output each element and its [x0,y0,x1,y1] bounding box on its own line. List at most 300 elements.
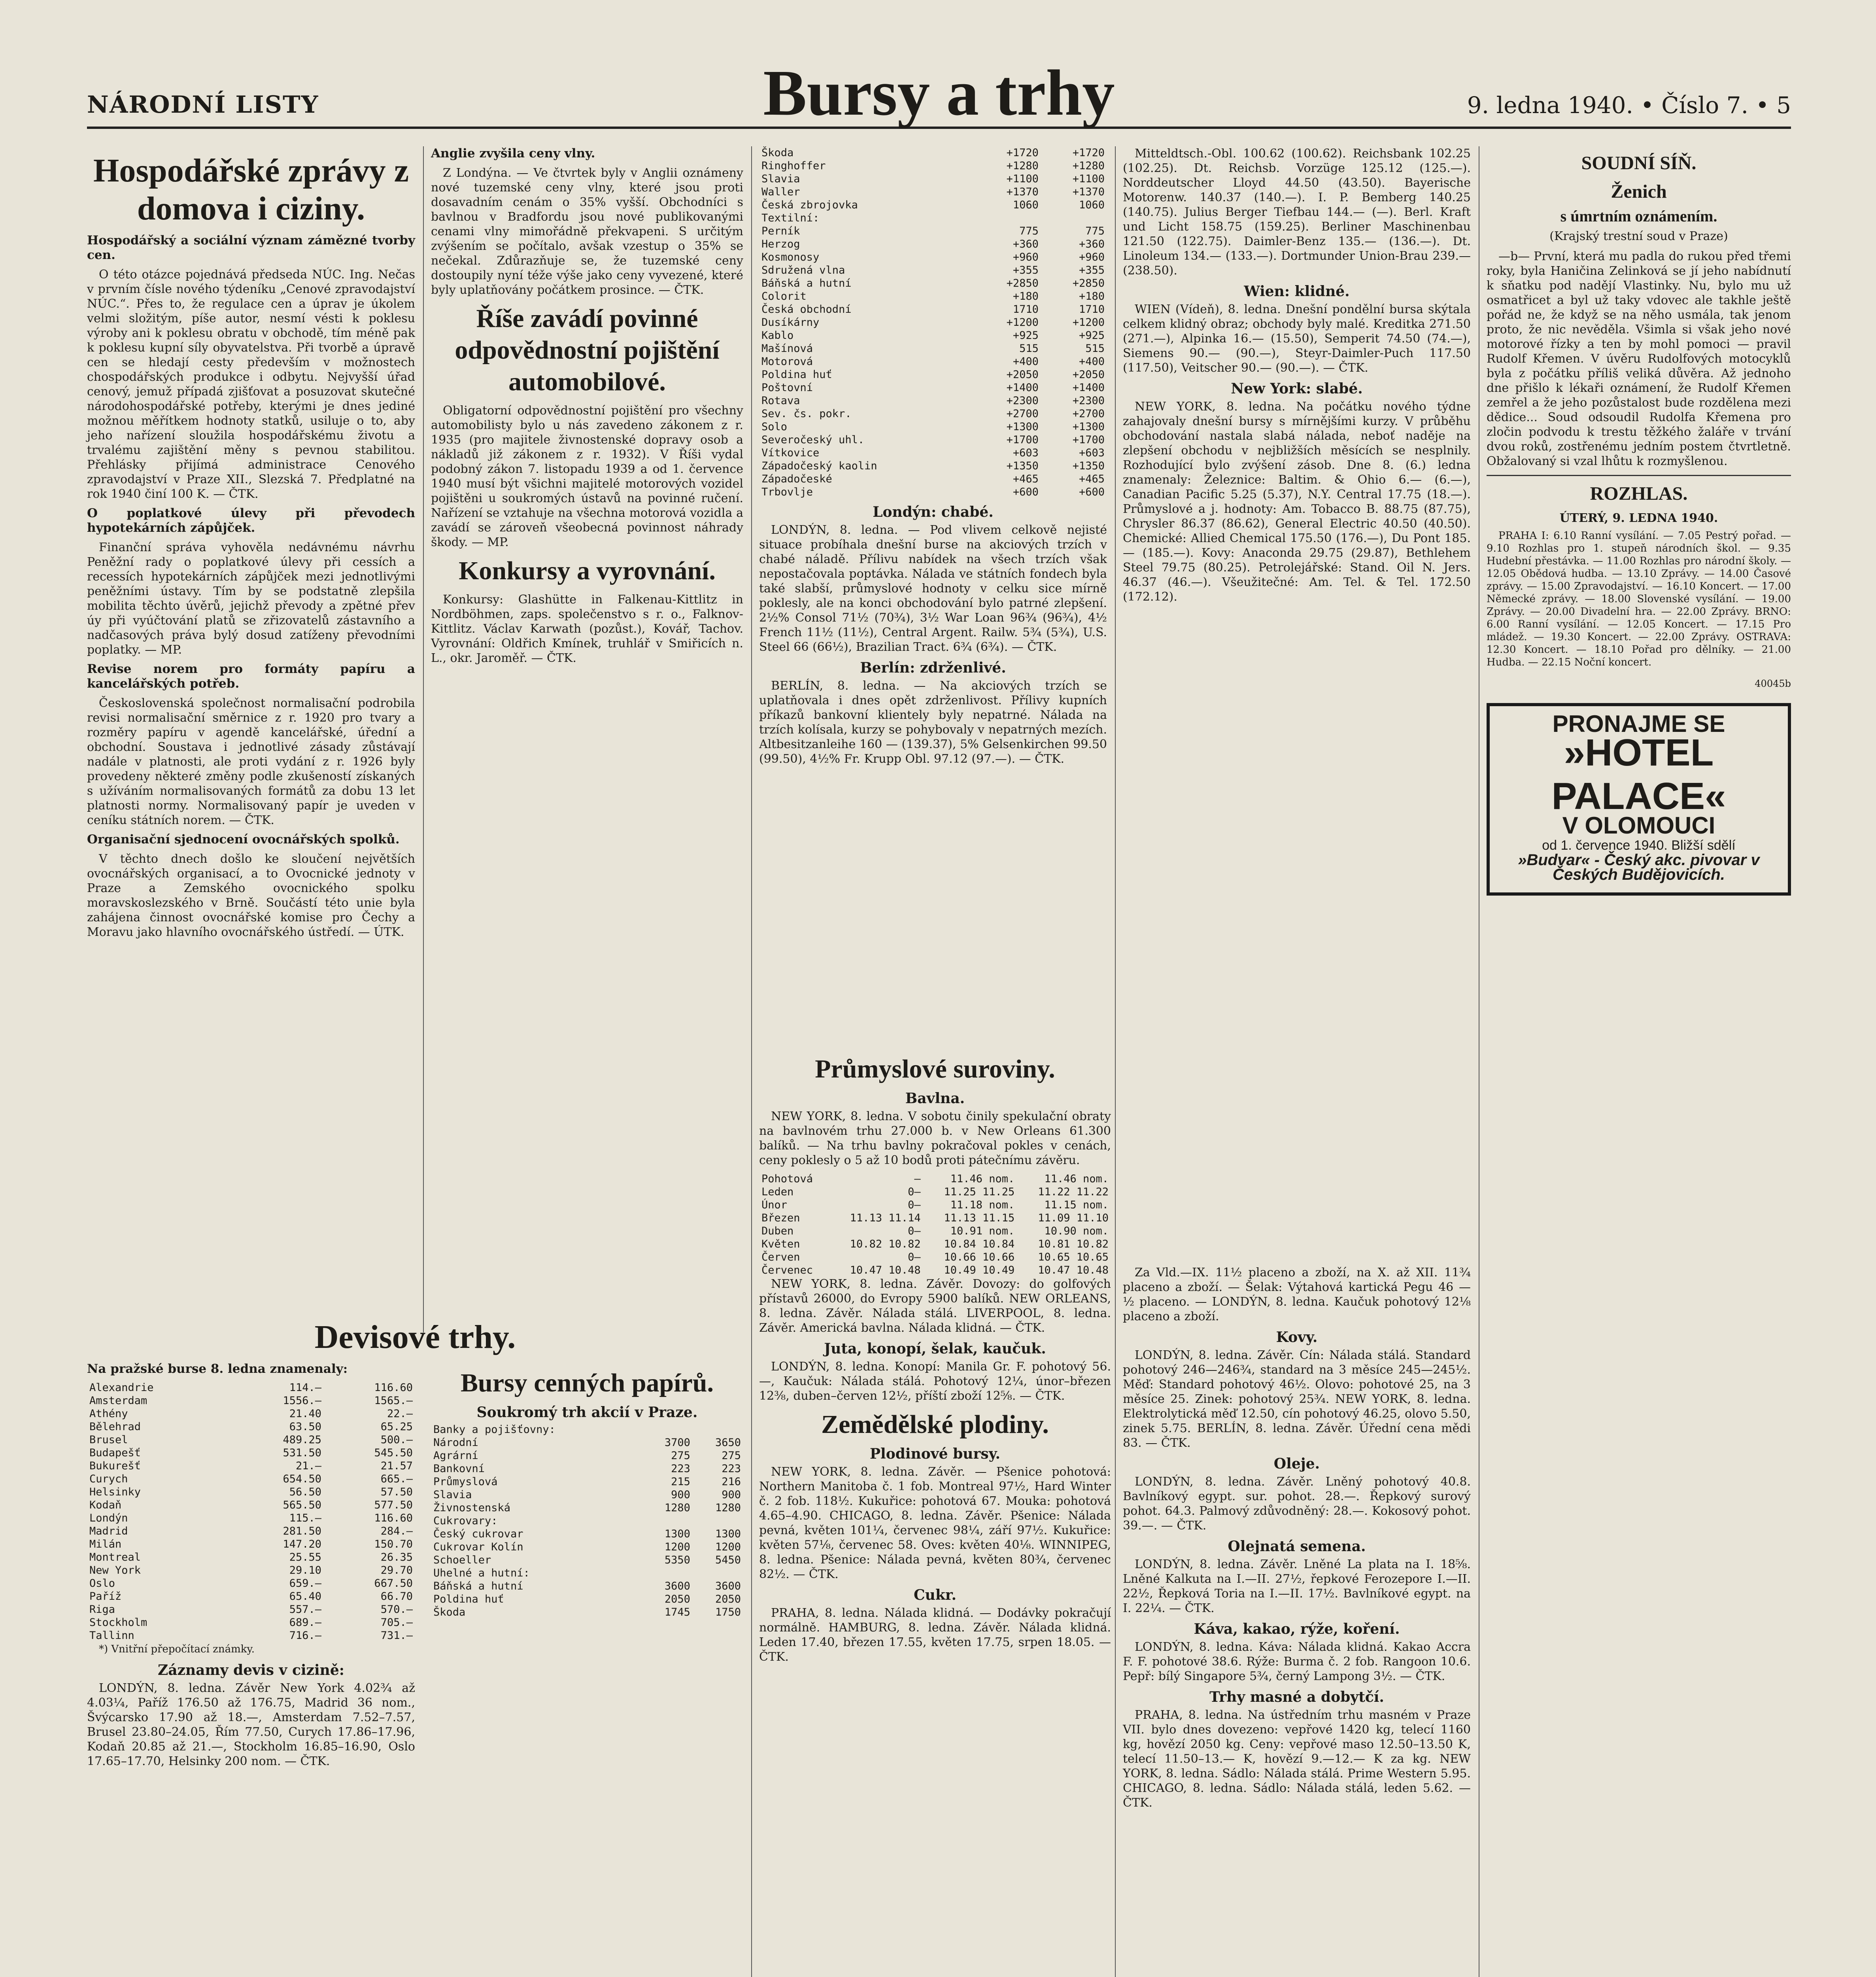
berlin-title: Berlín: zdrženlivé. [860,660,1006,676]
bavlna-title: Bavlna. [905,1090,965,1107]
akcie-row-cell: +2050 [1072,369,1105,381]
column-1 [87,146,415,944]
devisy-row [87,1420,415,1433]
bursy-row-cell: Schoeller [433,1554,491,1566]
devisy-row-cell: 26.35 [380,1551,413,1563]
devisy-row-cell: Paříž [89,1590,122,1603]
devisy-row [87,1538,415,1551]
devisy-row-cell: Budapešť [89,1447,141,1459]
rozhlas-body: PRAHA I: 6.10 Ranní vysílání. — 7.05 Pestrý pořad. — 9.10 Rozhlas pro 1. stupeň národních škol. — 9.35 Hudební přestávka. — 11.00 Rozhlas pro národní školy. — 12.05 Obědová hudba. — 13.10 Zprávy. — 14.00 Časové zprávy. — 15.00 Zpravodajství. — 16.10 Koncert. — 17.00 Německé zprávy. — 18.00 Slovenské vysílání. — 19.00 Zprávy. — 20.00 Divadelní hra. — 22.00 Zprávy. BRNO: 6.00 Ranní vysílání. — 12.05 Koncert. — 17.15 Pro mládež. — 19.30 Koncert. — 22.00 Zprávy. OSTRAVA: 12.30 Koncert. — 18.10 Pořad pro dělníky. — 21.00 Hudba. — 22.15 Noční koncert. [1487,530,1791,668]
devisy-row-cell: Riga [89,1603,115,1616]
devisy-row-cell: 116.60 [374,1382,413,1394]
akcie-row-cell: Ringhoffer [761,160,826,172]
akcie-row-cell: Textilní: [761,212,820,224]
article-title: Hospodářský a sociální význam zámězné tvorby cen. [87,233,415,262]
akcie-row-cell: +1400 [1072,382,1105,394]
devisy-row-cell: 654.50 [283,1473,322,1485]
akcie-row-cell: Kablo [761,329,794,342]
suroviny-section [759,1048,1111,1669]
akcie-row [759,342,1107,355]
akcie-row-cell: +355 [1079,264,1105,276]
bursy-row-cell: 1745 [664,1606,690,1618]
bursy-row-cell: Banky a pojišťovny: [433,1423,555,1436]
akcie-row-cell: +360 [1013,238,1039,250]
devisy-row-cell: Milán [89,1538,122,1550]
bursy-row-cell: 1280 [664,1502,690,1514]
devisy-row-cell: 21.— [295,1460,322,1472]
bursy-row-cell [642,1514,693,1527]
devisy-row-cell: 557.— [289,1603,322,1616]
akcie-row [759,329,1107,342]
column-2 [431,146,743,670]
cotton-row [759,1264,1111,1277]
devisy-row-cell: 25.55 [289,1551,322,1563]
akcie-row [759,212,1107,225]
akcie-row-cell: +1200 [1072,316,1105,329]
bursy-row-cell: Poldina huť [433,1593,504,1605]
akcie-row-cell: 515 [1019,342,1039,355]
column-4 [1123,146,1471,609]
soudni-heading: SOUDNÍ SÍŇ. [1581,153,1697,174]
devisy-row-cell: 115.— [289,1512,322,1524]
cotton-row-cell: 10.65 10.65 [1038,1251,1109,1263]
cotton-row-cell: Pohotová [761,1173,813,1185]
cotton-row [759,1198,1111,1212]
akcie-row [759,277,1107,290]
cotton-row-cell: 11.13 11.14 [850,1212,921,1224]
bursy-row [431,1488,743,1501]
akcie-row-cell: +1720 [1006,147,1039,159]
akcie-row-cell: Sdružená vlna [761,264,845,276]
bursy-row-cell: 275 [671,1450,690,1462]
devisy-row-cell: 281.50 [283,1525,322,1537]
bursy-row [431,1580,743,1593]
akcie-row-cell: 775 [1085,225,1105,237]
cotton-row [759,1238,1111,1251]
akcie-row-cell: Colorit [761,290,807,302]
devisy-row [87,1551,415,1564]
devisy-row-cell: Oslo [89,1577,115,1590]
devisy-row-cell: Curych [89,1473,128,1485]
bursy-row-cell: 215 [671,1476,690,1488]
devisy-row-cell: Bělehrad [89,1421,141,1433]
akcie-row-cell: +1280 [1006,160,1039,172]
akcie-row-cell: +2700 [1072,408,1105,420]
akcie-row [759,486,1107,499]
devisy-row [87,1446,415,1459]
devisy-row-cell: 66.70 [380,1590,413,1603]
akcie-row-cell: 515 [1085,342,1105,355]
bursy-row-cell: Živnostenská [433,1502,511,1514]
bursy-table [431,1423,743,1619]
devisy-row [87,1394,415,1407]
akcie-row-cell: +603 [1013,447,1039,459]
devisy-row-cell: 21.57 [380,1460,413,1472]
cotton-row-cell: 10.47 10.48 [850,1264,921,1276]
devisy-row [87,1381,415,1394]
headline-hospodarske: Hospodářské zprávy z domova i ciziny. [93,152,409,227]
semena-title: Olejnatá semena. [1228,1538,1366,1555]
ccc-body: LONDÝN, 8. ledna. Závěr New York 4.02¾ až 4.03¼, Paříž 176.50 až 176.75, Madrid 36 nom., Švýcarsko 17.90 až 18.—, Amsterdam 7.52–7.57, Brusel 23.80–24.05, Řím 77.50, Curych 17.86–17.96, Kodaň 20.85 až 21.—, Stockholm 16.85–16.90, Oslo 17.65–17.70, Helsinky 200 nom. — ČTK. [87,1681,415,1768]
cotton-row-cell: 0— [908,1225,921,1237]
akcie-row-cell: Trbovlje [761,486,813,498]
bursy-row-cell: Národní [433,1436,478,1449]
cotton-row-cell: 10.49 10.49 [944,1264,1015,1276]
akcie-row-cell: +1350 [1006,460,1039,472]
article-title: O poplatkové úlevy při převodech hypotekárních zápůjček. [87,506,415,535]
cotton-row-cell: Březen [761,1212,800,1224]
bursy-row-cell: 275 [722,1450,741,1462]
devisy-note: Na pražské burse 8. ledna znamenaly: [87,1362,348,1376]
article-body: Za Vld.—IX. 11½ placeno a zboží, na X. až XII. 11¾ placeno a zboží. — Šelak: Výtahová kartická Pegu 46 — ½ placeno. — LONDÝN, 8. ledna. Kaučuk pohotový 12⅛ placeno a zboží. [1123,1266,1471,1323]
akcie-row-cell: 775 [1019,225,1039,237]
soudni-title-2: s úmrtním oznámením. [1560,207,1717,225]
akcie-row-cell: 1060 [1079,199,1105,211]
akcie-row [759,238,1107,251]
devisy-row [87,1564,415,1577]
ad-tag: 40045b [1755,678,1791,689]
akcie-row-cell: +960 [1013,251,1039,263]
bursy-row-cell [642,1567,693,1580]
akcie-row-cell: +2850 [1072,277,1105,289]
article-title: Anglie zvyšila ceny vlny. [431,146,595,161]
london-body: LONDÝN, 8. ledna. — Pod vlivem celkově nejisté situace probíhala dnešní burse na akciových trzích v chabé náladě. Přílivu nabídek na všech trzích však nepostačovala poptávka. Nálada ve státních fondech byla také slabší, průmyslové hodnoty v celku sice mírně poklesly, ale na konci obchodování bylo patrné zlepšení. 2½% Consol 71½ (70¾), 3½ War Loan 96¾ (96¾), 4½ French 11½ (11½), Central Argent. Railw. 5¾ (5¾), U.S. Steel 66 (66½), Brazilian Tract. 6¾ (6¾). — ČTK. [759,523,1107,654]
akcie-row-cell: +1100 [1072,173,1105,185]
akcie-row [759,303,1107,316]
akcie-row-cell: +1370 [1006,186,1039,198]
akcie-row-cell: 1710 [1013,303,1039,316]
akcie-row [759,225,1107,238]
bursy-row-cell: 2050 [664,1593,690,1605]
devisy-row-cell: 665.— [380,1473,413,1485]
bursy-row-cell: 223 [671,1463,690,1475]
akcie-table [759,146,1107,499]
ccc-title: Záznamy devis v cizině: [157,1662,345,1678]
bursy-row-cell [642,1423,693,1436]
akcie-row-cell: +925 [1013,329,1039,342]
bursy-row-cell: Český cukrovar [433,1528,523,1540]
bursy-row-cell: 223 [722,1463,741,1475]
article-title: Revise norem pro formáty papíru a kancelářských potřeb. [87,662,415,691]
article-body: V těchto dnech došlo ke sloučení největších ovocnářských organisací, a to Ovocnické jednoty v Praze a Zemského ovocnického spolku moravskoslezského v Brně. Součástí této unie byla zahájena činnost ovocnářské komise pro Čechy a Moravu jako hlavního ovocnářského ústředí. — ÚTK. [87,852,415,939]
bursy-row-cell: 3650 [715,1436,741,1449]
rozhlas-date: ÚTERÝ, 9. LEDNA 1940. [1559,511,1718,525]
soudni-title-3: (Krajský trestní soud v Praze) [1549,229,1728,243]
plodiny-body: NEW YORK, 8. ledna. Závěr. — Pšenice pohotová: Northern Manitoba č. 1 fob. Montreal 97½, Hard Winter č. 2 fob. 118½. Kukuřice: pohotová 67. Mouka: pohotová 4.65–4.90. CHICAGO, 8. ledna. Závěr. Pšenice: Nálada pevná, květen 101¼, červenec 98¼, září 97½. Kukuřice: květen 57⅛, červenec 58. Oves: květen 40⅛. WINNIPEG, 8. ledna. Pšenice: Nálada pevná, květen 80¾, červenec 82½. — ČTK. [759,1465,1111,1581]
bursy-row-cell: 900 [671,1489,690,1501]
devisy-row-cell: 147.20 [283,1538,322,1550]
bursy-row [431,1423,743,1436]
devisy-row [87,1486,415,1499]
devisy-row-cell: Brusel [89,1434,128,1446]
akcie-row-cell: 1710 [1079,303,1105,316]
ad-line-2: »HOTEL PALACE« [1551,731,1726,817]
akcie-row-cell: +603 [1079,447,1105,459]
bursy-row-cell: 1280 [715,1502,741,1514]
cotton-row [759,1185,1111,1198]
masthead [87,59,1791,129]
wien-body: WIEN (Vídeň), 8. ledna. Dnešní pondělní bursa skýtala celkem klidný obraz; obchody byly malé. Kreditka 271.50 (271.—), Alpinka 16.— (15.50), Semperit 74.50 (74.—), Siemens 90.— (90.—), Steyr-Daimler-Puch 117.50 (117.50), Veitscher 90.— (90.—). — ČTK. [1123,302,1471,375]
akcie-row-cell: Česká obchodní [761,303,852,316]
kovy-title: Kovy. [1276,1329,1318,1346]
akcie-row-cell: +1300 [1006,421,1039,433]
akcie-row-cell: +1200 [1006,316,1039,329]
bursy-row [431,1501,743,1514]
bursy-row [431,1514,743,1527]
akcie-row [759,420,1107,433]
akcie-row [759,407,1107,420]
devisy-row-cell: 716.— [289,1629,322,1642]
cotton-row-cell: 10.82 10.82 [850,1238,921,1250]
akcie-row-cell: +600 [1013,486,1039,498]
akcie-row-cell: +1350 [1072,460,1105,472]
devisy-row-cell: Montreal [89,1551,141,1563]
akcie-row-cell: +2050 [1006,369,1039,381]
bursy-row [431,1449,743,1462]
akcie-row-cell: Kosmonosy [761,251,820,263]
article-body: Finanční správa vyhověla nedávnému návrhu Peněžní rady o poplatkové úlevy při cessích a recessích hypotekárních zápůjček mezi jednotlivými peněžními ústavy. Tím by se podstatně zlepšila mobilita těchto úvěrů, jejichž převody a zpětné přev úy při vyúčtování platů se zřizovatelů zástavního a nadčasových práva bylý dosud zatíženy převodními poplatky. — MP. [87,541,415,657]
devisy-row-cell: Helsinky [89,1486,141,1498]
bavlna-body: NEW YORK, 8. ledna. V sobotu činily spekulační obraty na bavlnovém trhu 27.000 b. v New Orleans 61.300 balíků. — Na trhu bavlny pokračoval pokles v cenách, ceny poklesly o 5 až 10 bodů proti pátečnímu závěru. [759,1109,1111,1167]
ny-body: NEW YORK, 8. ledna. Na počátku nového týdne zahajovaly dnešní bursy s mírnějšími kurzy. V průběhu obchodování nastala slabá nálada, neboť naděje na zlepšení obchodu v nejbližších měsících se nesplnily. Rozhodující bylo zvýšení zásob. Dne 8. (6.) ledna znamenaly: Železnice: Baltim. & Ohio 6.— (6.—), Canadian Pacific 5.25 (5.37), N.Y. Central 17.75 (18.—). Průmyslové a j. hodnoty: Am. Tobacco B. 88.75 (87.75), Chrysler 86.37 (86.62), General Electric 40.50 (40.50). Chemické: Allied Chemical 175.50 (176.—), Du Pont 185.— (185.—). Kovy: Anaconda 29.75 (29.87), Bethlehem Steel 79.75 (80.25). Petrolejářské: Stand. Oil N. Jers. 46.37 (46.—). Všeužitečné: Am. Tel. & Tel. 172.50 (172.12). [1123,400,1471,604]
kava-body: LONDÝN, 8. ledna. Káva: Nálada klidná. Kakao Accra F. F. pohotové 38.6. Rýže: Burma č. 2 fob. Rangoon 10.6. Pepř: bílý Singapore 5¾, černý Lampong 3½. — ČTK. [1123,1640,1471,1683]
devisy-row [87,1577,415,1590]
devisy-row-cell: 56.50 [289,1486,322,1498]
bursy-row [431,1527,743,1540]
column-rule [423,146,424,1332]
akcie-row [759,264,1107,277]
bursy-row-cell [693,1423,743,1436]
devisy-row-cell: 29.70 [380,1564,413,1576]
bursy-row-cell: 1750 [715,1606,741,1618]
devisy-row-cell: 29.10 [289,1564,322,1576]
ad-line-3: V OLOMOUCI [1562,812,1715,839]
akcie-row-cell: Rotava [761,395,800,407]
devisy-row [87,1629,415,1642]
bursy-row-cell: Cukrovary: [433,1515,498,1527]
bursy-row [431,1540,743,1554]
akcie-row-cell: Vítkovice [761,447,820,459]
akcie-row-cell: +1100 [1006,173,1039,185]
ad-line-4: od 1. července 1940. Bližší sdělí [1542,838,1736,853]
devisy-row-cell: 65.40 [289,1590,322,1603]
akcie-row-cell: +400 [1013,355,1039,368]
cotton-row-cell: 11.46 nom. [1044,1173,1109,1185]
devisy-row [87,1499,415,1512]
akcie-row-cell: +1400 [1006,382,1039,394]
akcie-row-cell: +2300 [1006,395,1039,407]
bursy-row [431,1606,743,1619]
juta-body: LONDÝN, 8. ledna. Konopí: Manila Gr. F. pohotový 56.—, Kaučuk: Nálada stálá. Pohotový 12¼, únor–březen 12⅜, duben–červen 12½, příští zboží 12⅝. — ČTK. [759,1360,1111,1403]
akcie-row-cell: Sev. čs. pokr. [761,408,852,420]
bursy-row-cell: Uhelné a hutní: [433,1567,530,1579]
column-5 [1123,1265,1471,1815]
akcie-row [759,198,1107,212]
devisy-row-cell: 21.40 [289,1408,322,1420]
devisy-row-cell: 65.25 [380,1421,413,1433]
headline-konkursy: Konkursy a vyrovnání. [459,556,716,585]
akcie-row [759,185,1107,198]
column-rule [751,146,752,1977]
maso-body: PRAHA, 8. ledna. Na ústředním trhu masném v Praze VII. bylo dnes dovezeno: vepřové 1420 kg, telecí 1160 kg, hovězí 2050 kg. Ceny: vepřové maso 12.50–13.50 K, telecí 11.50–13.— K, hovězí 9.—12.— K za kg. NEW YORK, 8. ledna. Sádlo: Nálada stálá. Prime Western 5.95. CHICAGO, 8. ledna. Sádlo: Nálada stálá, leden 5.62. — ČTK. [1123,1708,1471,1810]
devisy-section [87,1313,743,1773]
bavlna-body-2: NEW YORK, 8. ledna. Závěr. Dovozy: do golfových přístavů 26000, do Evropy 5900 balíků. NEW ORLEANS, 8. ledna. Závěr. Nálada stálá. LIVERPOOL, 8. ledna. Závěr. Americká bavlna. Nálada klidná. — ČTK. [759,1277,1111,1335]
soudni-body: —b— První, která mu padla do rukou před třemi roky, byla Haničina Zelinková se jí jeho nabídnutí k sňatku pod nadějí Vlastinky. Nu, bylo mu už osmatřicet a byl už taky vdovec ale takhle ještě pořád ne, že když se na něho usmála, tak jenom proto, že nic nevěděla. Všimla si však jeho nové motorové řízky a ten by mohl pomoci — pravil Rudolf Křemen. V úvěru Rudolfových motocyklů byla z počátku příliš veliká důvěra. Až jednoho dne přišlo k lékaři oznámení, že Rudolf Křemen zemřel a že jeho pozůstalost bude rozdělena mezi dědice... Soud odsoudil Rudolfa Křemena pro zločin podvodu k trestu těžkého žaláře v trvání dvou roků, zostřenému jedním postem čtvrtletně. Obžalovaný si vzal lhůtu k rozmyšlenou. [1487,249,1791,468]
soudni-title-1: Ženich [1611,181,1667,202]
akcie-row [759,473,1107,486]
devisy-row [87,1603,415,1616]
cotton-row-cell: 11.22 11.22 [1038,1186,1109,1198]
paper-name: NÁRODNÍ LISTY [87,91,319,119]
cotton-row-cell: 10.81 10.82 [1038,1238,1109,1250]
akcie-row [759,251,1107,264]
akcie-row-cell: +2300 [1072,395,1105,407]
cotton-row-cell: 11.18 nom. [950,1199,1015,1211]
devisy-row-cell: 57.50 [380,1486,413,1498]
hotel-palace-ad [1487,703,1791,896]
london-title: Londýn: chabé. [873,504,994,520]
juta-title: Juta, konopí, šelak, kaučuk. [824,1340,1046,1357]
bursy-row-cell: 5350 [664,1554,690,1566]
akcie-row-cell: Severočeský uhl. [761,434,865,446]
devisy-row [87,1407,415,1420]
akcie-row-cell: Poldina huť [761,369,832,381]
headline-plodiny: Zemědělské plodiny. [821,1410,1049,1439]
akcie-row-cell: Mašínová [761,342,813,355]
cotton-row-cell: 11.46 nom. [950,1173,1015,1185]
akcie-row-cell: Báňská a hutní [761,277,852,289]
cotton-row [759,1172,1111,1185]
cotton-row-cell: 11.09 11.10 [1038,1212,1109,1224]
devisy-row-cell: Alexandrie [89,1382,154,1394]
devisy-row-cell: 659.— [289,1577,322,1590]
akcie-row-cell: +1280 [1072,160,1105,172]
section-title: Bursy a trhy [763,57,1115,129]
bursy-row-cell: 3600 [715,1580,741,1592]
akcie-row-cell: +925 [1079,329,1105,342]
devisy-row-cell: 731.— [380,1629,413,1642]
devisy-row [87,1512,415,1525]
oleje-body: LONDÝN, 8. ledna. Závěr. Lněný pohotový 40.8. Bavlníkový egypt. sur. pohot. 28.—. Řepkový surový pohot. 64.3. Palmový zdůvodněný: 28.—. Kokosový pohot. 39.—. — ČTK. [1123,1475,1471,1533]
akcie-row-cell: Solo [761,421,788,433]
akcie-row-cell: Perník [761,225,800,237]
cotton-row-cell: Červen [761,1251,800,1263]
akcie-row-cell: Západočeský kaolin [761,460,877,472]
cotton-row-cell: Leden [761,1186,794,1198]
akcie-row-cell: +400 [1079,355,1105,368]
article-body: Konkursy: Glashütte in Falkenau-Kittlitz in Nordböhmen, zaps. společenstvo s r. o., Falknov-Kittlitz. Václav Karwath (pozůst.), Kovář, Tachov. Vyrovnání: Oldřich Kmínek, truhlář v Smiřicích n. L., okr. Jaroměř. — ČTK. [431,593,743,665]
devisy-row-cell: 1565.— [374,1395,413,1407]
akcie-row-cell: +465 [1013,473,1039,485]
maso-title: Trhy masné a dobytčí. [1209,1689,1384,1705]
headline-suroviny: Průmyslové suroviny. [815,1055,1055,1083]
cotton-row [759,1251,1111,1264]
cotton-row [759,1225,1111,1238]
devisy-row-cell: Madrid [89,1525,128,1537]
devisy-row-cell: Kodaň [89,1499,122,1511]
devisy-row-cell: 150.70 [374,1538,413,1550]
bursy-sub: Soukromý trh akcií v Praze. [476,1404,698,1421]
bursy-row-cell: Průmyslová [433,1476,498,1488]
cotton-row-cell: 10.66 10.66 [944,1251,1015,1263]
bursy-row [431,1462,743,1475]
akcie-row [759,446,1107,459]
akcie-row [759,172,1107,185]
devisy-row-cell: Stockholm [89,1616,147,1629]
bursy-row-cell: 1200 [715,1541,741,1553]
devisy-row-cell: 667.50 [374,1577,413,1590]
akcie-row-cell: +465 [1079,473,1105,485]
plodiny-sub: Plodinové bursy. [869,1446,1001,1462]
wien-title: Wien: klidné. [1244,283,1350,300]
cotton-row-cell: — [914,1173,921,1185]
akcie-row-cell: Motorová [761,355,813,368]
bursy-row-cell: Cukrovar Kolín [433,1541,523,1553]
bursy-row [431,1593,743,1606]
semena-body: LONDÝN, 8. ledna. Závěr. Lněné La plata na I. 18⅝. Lněné Kalkuta na I.—II. 27½, řepkové Ferozepore I.—II. 22½, Řepková Toria na I.—II. 17½. Bavlníkové egypt. na I. 22¼. — ČTK. [1123,1557,1471,1615]
akcie-row [759,355,1107,368]
akcie-row [759,146,1107,159]
cotton-row-cell: Duben [761,1225,794,1237]
bursy-row-cell: 1300 [664,1528,690,1540]
bursy-row-cell: Báňská a hutní [433,1580,523,1592]
akcie-row-cell: +355 [1013,264,1039,276]
akcie-row-cell: +1700 [1072,434,1105,446]
bursy-row [431,1554,743,1567]
divider [1487,475,1791,476]
devisy-row-cell: 114.— [289,1382,322,1394]
cotton-row-cell: Červenec [761,1264,813,1276]
bursy-row-cell [693,1514,743,1527]
devisy-row-cell: 545.50 [374,1447,413,1459]
akcie-row-cell: Škoda [761,147,794,159]
bursy-row-cell: Škoda [433,1606,466,1618]
headline-rise: Říše zavádí povinné odpovědnostní pojištění automobilové. [455,304,720,396]
devisy-row-cell: Amsterdam [89,1395,147,1407]
devisy-row [87,1459,415,1472]
cotton-row-cell: 10.84 10.84 [944,1238,1015,1250]
cotton-row-cell: 11.25 11.25 [944,1186,1015,1198]
date-issue: 9. ledna 1940. • Číslo 7. • 5 [1467,92,1791,119]
bursy-row [431,1475,743,1488]
akcie-row-cell: Dusíkárny [761,316,820,329]
akcie-row-cell: +1300 [1072,421,1105,433]
akcie-row-cell [1041,212,1107,225]
devisy-row-cell: 577.50 [374,1499,413,1511]
akcie-row [759,381,1107,394]
akcie-row-cell: 1060 [1013,199,1039,211]
akcie-row-cell: Západočeské [761,473,832,485]
bursy-row-cell: 5450 [715,1554,741,1566]
cotton-row-cell: Únor [761,1199,788,1211]
article-body: Mitteldtsch.-Obl. 100.62 (100.62). Reichsbank 102.25 (102.25). Dt. Reichsb. Vorzüge 125.12 (125.—). Norddeutscher Lloyd 44.50 (43.50). Bayerische Motorenw. 140.37 (140.—). I. P. Bemberg 140.25 (140.75). Julius Berger Tiefbau 144.— (—). Berl. Kraft und Licht 158.75 (159.25). Berliner Maschinenbau 121.50 (122.75). Daimler-Benz 135.— (136.—). Dt. Linoleum 134.— (133.—). Dortmunder Union-Brau 239.— (238.50). [1123,147,1471,278]
devisy-row-cell: 689.— [289,1616,322,1629]
devisy-row-cell: 489.25 [283,1434,322,1446]
cotton-row-cell: Květen [761,1238,800,1250]
akcie-row-cell: +1720 [1072,147,1105,159]
rozhlas-heading: ROZHLAS. [1590,483,1688,504]
devisy-row [87,1590,415,1603]
devisy-row [87,1525,415,1538]
devisy-row-cell: 705.— [380,1616,413,1629]
ny-title: New York: slabé. [1231,380,1363,397]
devisy-row-cell: 22.— [387,1408,413,1420]
column-rule [1115,146,1116,1977]
cotton-row-cell: 0— [908,1251,921,1263]
cotton-row [759,1212,1111,1225]
bursy-row-cell [693,1567,743,1580]
headline-devisy: Devisové trhy. [314,1319,516,1355]
